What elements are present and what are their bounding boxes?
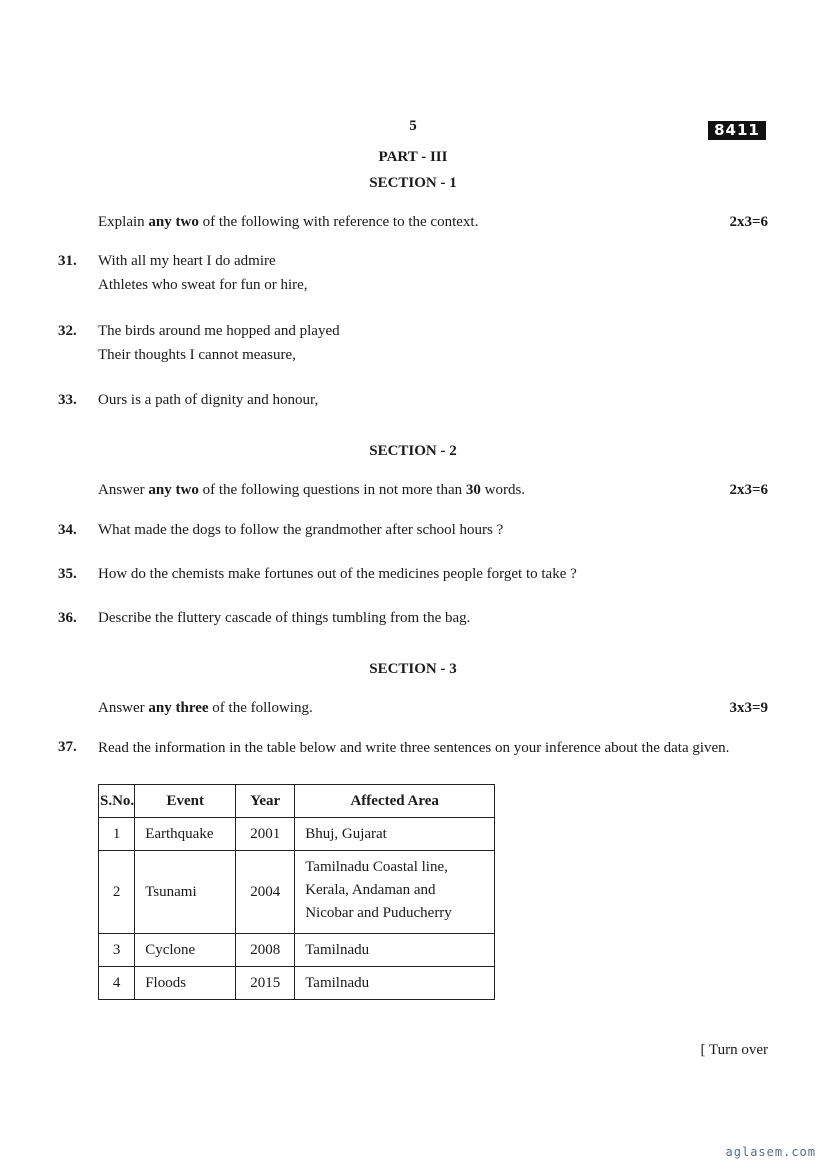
- question-31-text: [98, 253, 738, 294]
- instruction-emphasis: any three: [148, 700, 209, 716]
- instruction-emphasis: 30: [465, 482, 481, 498]
- column-header-event: Event: [135, 785, 236, 818]
- footer-watermark: aglasem.com: [725, 1145, 816, 1159]
- cell-sno: 1: [99, 818, 135, 851]
- cell-area: [295, 851, 495, 934]
- cell-sno: 3: [99, 934, 135, 967]
- section-3-instruction: [98, 700, 738, 717]
- paper-code-badge: 8411: [708, 121, 766, 140]
- instruction-text: Explain: [98, 214, 149, 230]
- cell-area: Tamilnadu: [295, 967, 495, 1000]
- page-number: 5: [409, 118, 417, 134]
- instruction-emphasis: any two: [148, 214, 199, 230]
- column-header-year: Year: [236, 785, 295, 818]
- question-number: 35.: [58, 566, 77, 582]
- table-row: [99, 967, 495, 1000]
- cell-year: 2001: [236, 818, 295, 851]
- table-row: [99, 851, 495, 934]
- section-1-instruction: [98, 214, 738, 231]
- poem-line: With all my heart I do admire: [98, 253, 276, 269]
- cell-event: Tsunami: [135, 851, 236, 934]
- instruction-text: words.: [480, 482, 526, 498]
- table-row: [99, 934, 495, 967]
- poem-line: The birds around me hopped and played: [98, 323, 340, 339]
- disaster-table: [98, 784, 495, 1000]
- cell-area: Tamilnadu: [295, 934, 495, 967]
- area-line: Nicobar and Puducherry: [305, 905, 452, 921]
- question-35-text: How do the chemists make fortunes out of the medicines people forget to take ?: [98, 566, 577, 582]
- table-row: [99, 818, 495, 851]
- question-33-text: Ours is a path of dignity and honour,: [98, 392, 319, 408]
- question-34-text: What made the dogs to follow the grandmother after school hours ?: [98, 522, 504, 538]
- question-number: 33.: [58, 392, 77, 408]
- question-number: 31.: [58, 253, 77, 269]
- area-line: Tamilnadu Coastal line,: [305, 859, 448, 875]
- table-header-row: [99, 785, 495, 818]
- cell-event: Earthquake: [135, 818, 236, 851]
- cell-area: Bhuj, Gujarat: [295, 818, 495, 851]
- section-2-marks: 2x3=6: [729, 482, 768, 498]
- column-header-sno: S.No.: [99, 785, 135, 818]
- section-1-title: SECTION - 1: [369, 175, 457, 191]
- question-number: 37.: [58, 739, 77, 755]
- instruction-text: of the following.: [208, 700, 313, 716]
- column-header-affected-area: Affected Area: [295, 785, 495, 818]
- turn-over-note: [ Turn over: [700, 1042, 768, 1058]
- instruction-text: of the following questions in not more than: [198, 482, 466, 498]
- cell-year: 2008: [236, 934, 295, 967]
- cell-sno: 4: [99, 967, 135, 1000]
- cell-event: Floods: [135, 967, 236, 1000]
- area-line: Kerala, Andaman and: [305, 882, 436, 898]
- question-number: 36.: [58, 610, 77, 626]
- instruction-text: Answer: [98, 700, 149, 716]
- instruction-text: of the following with reference to the context.: [198, 214, 479, 230]
- instruction-text: Answer: [98, 482, 149, 498]
- section-3-title: SECTION - 3: [369, 661, 457, 677]
- section-1-marks: 2x3=6: [729, 214, 768, 230]
- section-2-title: SECTION - 2: [369, 443, 457, 459]
- cell-year: 2015: [236, 967, 295, 1000]
- question-32-text: [98, 323, 738, 364]
- question-number: 32.: [58, 323, 77, 339]
- question-37-text: Read the information in the table below and write three sentences on your inference about the data given.: [98, 740, 730, 756]
- poem-line: Athletes who sweat for fun or hire,: [98, 277, 308, 293]
- instruction-emphasis: any two: [148, 482, 199, 498]
- cell-year: 2004: [236, 851, 295, 934]
- poem-line: Their thoughts I cannot measure,: [98, 347, 296, 363]
- question-36-text: Describe the fluttery cascade of things tumbling from the bag.: [98, 610, 471, 626]
- part-title: PART - III: [378, 149, 448, 165]
- cell-event: Cyclone: [135, 934, 236, 967]
- section-2-instruction: [98, 482, 738, 499]
- cell-sno: 2: [99, 851, 135, 934]
- question-number: 34.: [58, 522, 77, 538]
- section-3-marks: 3x3=9: [729, 700, 768, 716]
